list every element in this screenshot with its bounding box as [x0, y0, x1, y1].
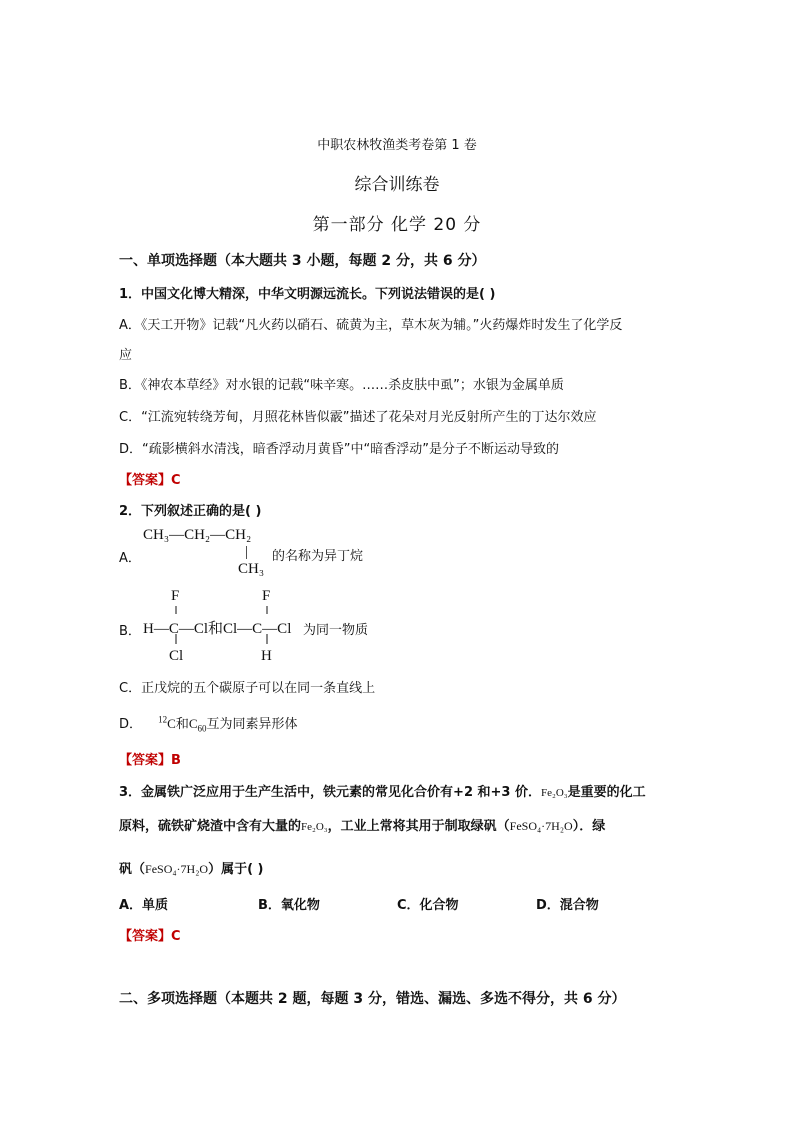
question-2-b-main: H—C—Cl和Cl—C—Cl	[143, 621, 292, 637]
q3-line-3-text-a: 矾（	[119, 862, 146, 877]
question-3-line-2	[119, 815, 605, 834]
q3-line-3-text-b: ）属于( )	[208, 862, 264, 877]
question-1-option-a: A．《天工开物》记载“凡火药以硝石、硫黄为主，草木灰为辅。”火药爆炸时发生了化学反	[119, 318, 623, 333]
question-3-line-1	[119, 781, 646, 800]
question-2-b-f1: F	[171, 588, 180, 604]
page-title: 综合训练卷	[354, 175, 440, 195]
c60-subscript: 60	[197, 723, 207, 734]
q3-line-2-text-c: ）．绿	[572, 819, 606, 834]
question-2-b-f2: F	[262, 588, 271, 604]
question-3-answer: 【答案】C	[119, 929, 181, 944]
conjunction: 和	[175, 717, 189, 732]
question-3-option-d: D．混合物	[536, 898, 599, 913]
carbon-symbol-2: C	[188, 716, 198, 731]
question-2-option-d	[119, 713, 298, 734]
question-2-option-d-label: D．	[119, 717, 143, 732]
question-3-option-c: C．化合物	[397, 898, 459, 913]
q3-fe2o3-formula-2: Fe₂O₃	[301, 821, 328, 833]
question-2-a-formula-top: CH₃—CH₂—CH₂	[143, 527, 252, 543]
question-3-option-b: B．氧化物	[258, 898, 320, 913]
question-1-option-d: D．“疏影横斜水清浅，暗香浮动月黄昏”中“暗香浮动”是分子不断运动导致的	[119, 442, 559, 457]
carbon-symbol: C	[167, 716, 176, 731]
q3-line-1-text-a: 3．金属铁广泛应用于生产生活中，铁元素的常见化合价有+2 和+3 价．	[119, 785, 541, 800]
question-2-stem: 2．下列叙述正确的是( )	[119, 504, 262, 519]
isotope-mass-number: 12	[158, 714, 168, 725]
question-1-stem: 1．中国文化博大精深，中华文明源远流长。下列说法错误的是( )	[119, 287, 496, 302]
question-3-line-3	[119, 858, 263, 877]
q3-line-1-text-b: 是重要的化工	[567, 785, 646, 800]
question-1-option-a-cont: 应	[119, 348, 133, 363]
question-2-a-formula-bar: |	[245, 544, 249, 560]
question-1-option-c: C．“江流宛转绕芳甸，月照花林皆似霰”描述了花朵对月光反射所产生的丁达尔效应	[119, 410, 597, 425]
question-2-option-b-label: B．	[119, 624, 141, 639]
question-2-a-formula-bottom: CH₃	[238, 561, 265, 577]
q3-line-2-text-b: ，工业上常将其用于制取绿矾（	[327, 819, 510, 834]
q3-feso4-formula-2: FeSO₄·7H₂O	[145, 862, 209, 876]
q3-feso4-formula: FeSO₄·7H₂O	[509, 819, 573, 833]
question-2-b-h: H	[261, 648, 272, 664]
section-heading-single-choice: 一、单项选择题（本大题共 3 小题，每题 2 分，共 6 分）	[119, 253, 486, 269]
part-subtitle: 第一部分 化学 20 分	[312, 215, 482, 235]
question-3-option-a: A．单质	[119, 898, 169, 913]
question-2-option-a-text: 的名称为异丁烷	[272, 549, 364, 564]
question-2-option-b-text: 为同一物质	[303, 623, 369, 638]
question-2-answer: 【答案】B	[119, 753, 181, 768]
c60-formula	[188, 716, 207, 734]
question-1-answer: 【答案】C	[119, 473, 181, 488]
q3-fe2o3-formula: Fe₂O₃	[540, 787, 568, 799]
question-1-option-b: B．《神农本草经》对水银的记载“味辛寒。……杀皮肤中虱”；水银为金属单质	[119, 378, 564, 393]
exam-header: 中职农林牧渔类考卷第 1 卷	[317, 138, 477, 153]
question-2-option-c: C．正戊烷的五个碳原子可以在同一条直线上	[119, 681, 376, 696]
question-2-option-a-label: A．	[119, 551, 141, 566]
q3-line-2-text-a: 原料，硫铁矿烧渣中含有大量的	[119, 819, 302, 834]
question-2-d-formula	[158, 716, 176, 731]
section-heading-multiple-choice: 二、多项选择题（本题共 2 题，每题 3 分，错选、漏选、多选不得分，共 6 分）	[119, 991, 626, 1007]
question-2-b-cl: Cl	[169, 648, 184, 664]
question-2-option-d-text: 互为同素异形体	[206, 717, 298, 732]
